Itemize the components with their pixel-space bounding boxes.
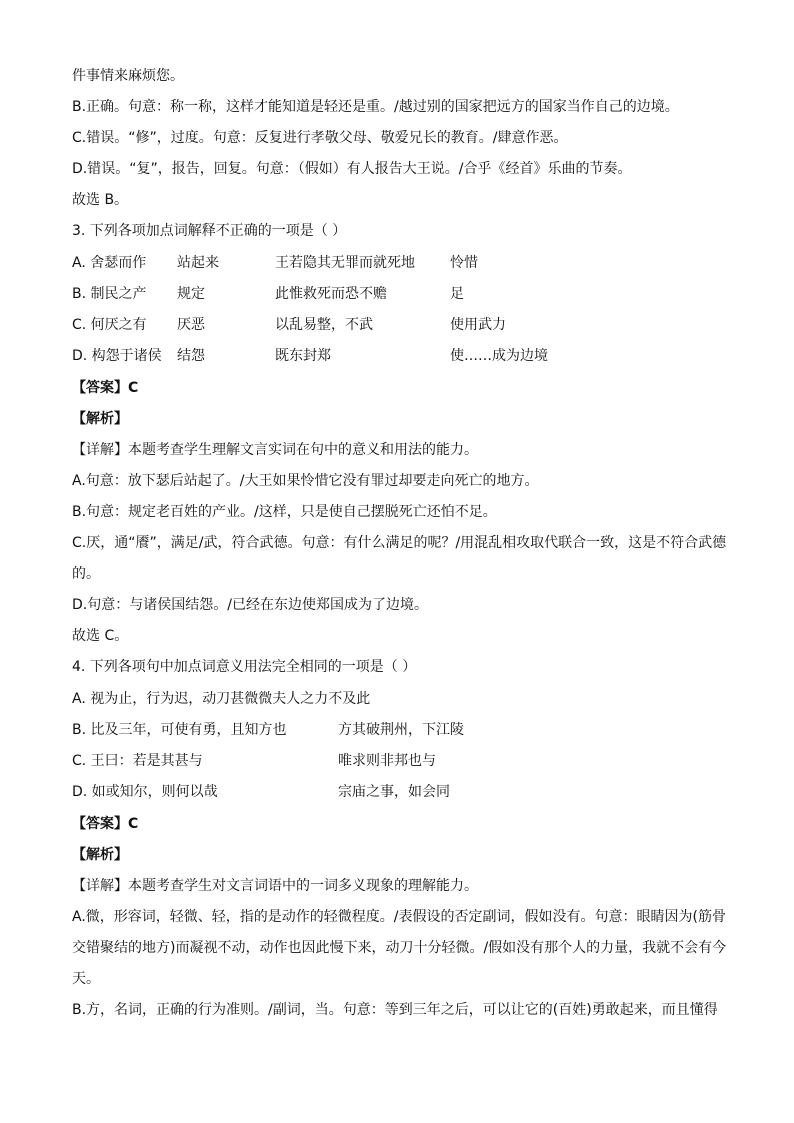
text-line: 故选 C。 — [72, 628, 129, 644]
q3-option-d: D. 构怨于诸侯 结怨 既东封郑 使……成为边境 — [72, 348, 548, 364]
answer-label: 【答案】C — [72, 380, 139, 396]
question-3-title: 3. 下列各项加点词解释不正确的一项是（ ） — [72, 223, 347, 239]
text-line: 件事情来麻烦您。 — [72, 68, 184, 84]
text-line: 故选 B。 — [72, 192, 129, 208]
text-line: A.句意：放下瑟后站起了。/大王如果怜惜它没有罪过却要走向死亡的地方。 — [72, 473, 539, 489]
text-line: B.正确。句意：称一称，这样才能知道是轻还是重。/越过别的国家把远方的国家当作自己的边境。 — [72, 99, 679, 115]
analysis-label: 【解析】 — [72, 847, 128, 863]
q3-option-a: A. 舍瑟而作 站起来 王若隐其无罪而就死地 怜惜 — [72, 255, 478, 271]
text-line: B.句意：规定老百姓的产业。/这样，只是使自己摆脱死亡还怕不足。 — [72, 504, 497, 520]
q4-option-d: D. 如或知尔，则何以哉 宗庙之事，如会同 — [72, 784, 450, 800]
text-paragraph: A.微，形容词，轻微、轻，指的是动作的轻微程度。/表假设的否定副词，假如没有。句意：眼睛因为(筋骨交错聚结的地方)而凝视不动，动作也因此慢下来，动刀十分轻微。/假如没有那个人的力量，我就不会有今天。 — [72, 909, 727, 987]
q4-option-c: C. 王曰：若是其甚与 唯求则非邦也与 — [72, 753, 436, 769]
text-line: D.句意：与诸侯国结怨。/已经在东边使郑国成为了边境。 — [72, 597, 428, 613]
answer-label: 【答案】C — [72, 816, 139, 832]
text-paragraph: C.厌，通“餍”，满足/武，符合武德。句意：有什么满足的呢？/用混乱相攻取代联合一致，这是不符合武德的。 — [72, 535, 727, 582]
text-line: B.方，名词，正确的行为准则。/副词，当。句意：等到三年之后，可以让它的(百姓)勇敢起来，而且懂得 — [72, 1002, 718, 1018]
text-line: 【详解】本题考查学生对文言词语中的一词多义现象的理解能力。 — [72, 878, 478, 894]
text-line: D.错误。“复”，报告，回复。句意：（假如）有人报告大王说。/合乎《经首》乐曲的节奏。 — [72, 161, 632, 177]
q4-option-b: B. 比及三年，可使有勇，且知方也 方其破荆州，下江陵 — [72, 722, 464, 738]
analysis-label: 【解析】 — [72, 411, 128, 427]
text-line: C.错误。“修”，过度。句意：反复进行孝敬父母、敬爱兄长的教育。/肆意作恶。 — [72, 130, 568, 146]
q3-option-c: C. 何厌之有 厌恶 以乱易整，不武 使用武力 — [72, 317, 506, 333]
text-line: 【详解】本题考查学生理解文言实词在句中的意义和用法的能力。 — [72, 442, 478, 458]
q4-option-a: A. 视为止，行为迟，动刀甚微微夫人之力不及此 — [72, 691, 371, 707]
question-4-title: 4. 下列各项句中加点词意义用法完全相同的一项是（ ） — [72, 659, 417, 675]
q3-option-b: B. 制民之产 规定 此惟救死而恐不赡 足 — [72, 286, 464, 302]
